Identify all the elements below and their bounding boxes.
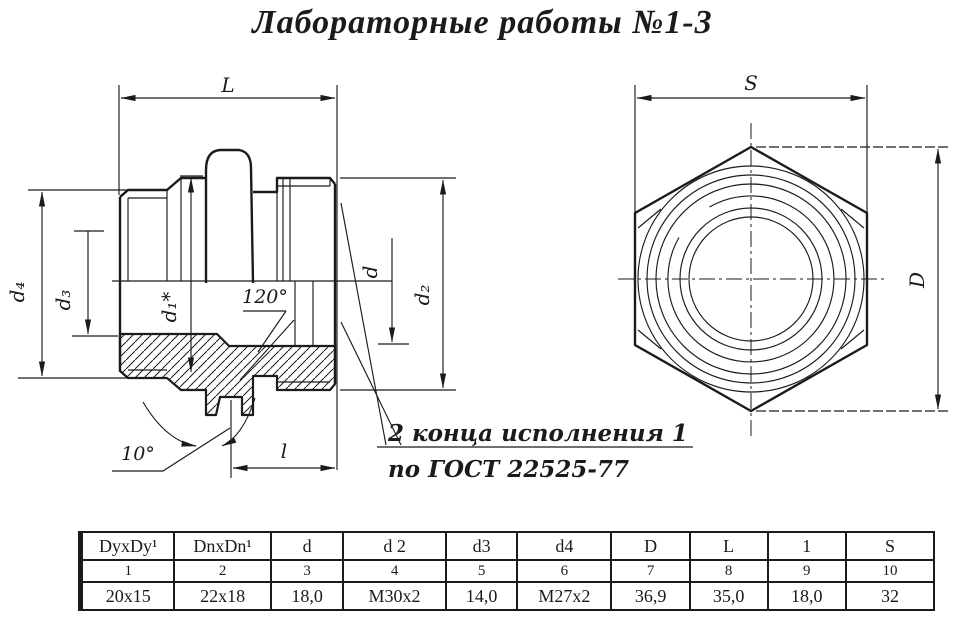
value-cell: M27x2 bbox=[517, 582, 611, 610]
value-cell: M30x2 bbox=[343, 582, 445, 610]
column-number-cell: 2 bbox=[174, 560, 270, 582]
right-view-hex bbox=[618, 71, 950, 437]
dim-label-d3: d₃ bbox=[51, 289, 75, 311]
left-view-section bbox=[5, 73, 693, 483]
dim-label-l: l bbox=[280, 439, 288, 463]
dim-label-L: L bbox=[221, 73, 235, 97]
dim-label-d: d bbox=[358, 265, 382, 279]
seal-angle-label: 10° bbox=[121, 443, 155, 465]
value-cell: 18,0 bbox=[768, 582, 847, 610]
column-number-cell: 1 bbox=[81, 560, 175, 582]
note-line-2: по ГОСТ 22525-77 bbox=[388, 456, 629, 483]
table-number-row bbox=[81, 560, 935, 582]
value-cell: 18,0 bbox=[271, 582, 344, 610]
value-cell: 14,0 bbox=[446, 582, 518, 610]
dim-label-d2: d₂ bbox=[410, 284, 434, 306]
value-cell: 35,0 bbox=[690, 582, 768, 610]
hex-corner-top bbox=[206, 150, 253, 283]
header-cell: D bbox=[611, 532, 690, 560]
column-number-cell: 6 bbox=[517, 560, 611, 582]
table-value-row bbox=[81, 582, 935, 610]
column-number-cell: 5 bbox=[446, 560, 518, 582]
value-cell: 32 bbox=[846, 582, 934, 610]
column-number-cell: 10 bbox=[846, 560, 934, 582]
column-number-cell: 3 bbox=[271, 560, 344, 582]
value-cell: 22x18 bbox=[174, 582, 270, 610]
header-cell: d bbox=[271, 532, 344, 560]
value-cell: 20x15 bbox=[81, 582, 175, 610]
dim-label-d1: d₁* bbox=[157, 291, 181, 323]
column-number-cell: 7 bbox=[611, 560, 690, 582]
header-cell: L bbox=[690, 532, 768, 560]
header-cell: DnxDn¹ bbox=[174, 532, 270, 560]
cone-angle-label: 120° bbox=[242, 286, 288, 308]
header-cell: DyxDy¹ bbox=[81, 532, 175, 560]
note-line-1: 2 конца исполнения 1 bbox=[388, 420, 688, 447]
page-title: Лабораторные работы №1-3 bbox=[252, 4, 713, 41]
column-number-cell: 4 bbox=[343, 560, 445, 582]
column-number-cell: 8 bbox=[690, 560, 768, 582]
value-cell: 36,9 bbox=[611, 582, 690, 610]
header-cell: d 2 bbox=[343, 532, 445, 560]
spec-table bbox=[78, 531, 935, 611]
table-header-row bbox=[81, 532, 935, 560]
dim-label-d4: d₄ bbox=[5, 281, 29, 303]
section-hatch bbox=[120, 334, 335, 415]
dim-label-D: D bbox=[905, 271, 929, 289]
dim-label-S: S bbox=[744, 71, 758, 95]
header-cell: S bbox=[846, 532, 934, 560]
header-cell: 1 bbox=[768, 532, 847, 560]
column-number-cell: 9 bbox=[768, 560, 847, 582]
outer-profile-top-right bbox=[253, 178, 335, 192]
header-cell: d3 bbox=[446, 532, 518, 560]
outer-profile-top bbox=[120, 178, 206, 197]
header-cell: d4 bbox=[517, 532, 611, 560]
